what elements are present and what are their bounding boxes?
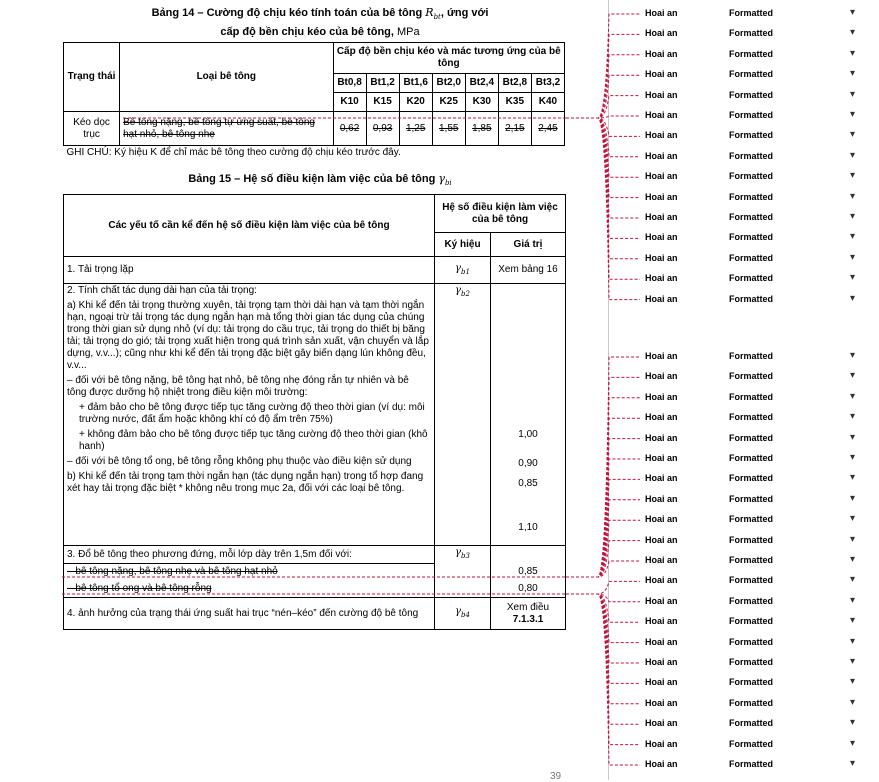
balloon-label: Formatted (729, 697, 774, 708)
revision-connector (566, 118, 640, 259)
revision-connector (566, 118, 640, 136)
balloon-label: Formatted (729, 391, 774, 402)
balloon-author: Hoai an (645, 212, 678, 222)
balloon-expand-icon[interactable]: ▾ (850, 411, 856, 423)
balloon-expand-icon[interactable]: ▾ (850, 292, 856, 304)
balloon-label: Formatted (729, 677, 774, 688)
balloon-expand-icon[interactable]: ▾ (850, 717, 856, 729)
balloon-expand-icon[interactable]: ▾ (850, 109, 856, 120)
grade-k: K20 (399, 93, 432, 112)
balloon-author: Hoai an (645, 69, 678, 80)
value-cell: 0,62 (333, 112, 366, 146)
table15-header-factors: Các yếu tố cần kể đến hệ số điều kiện làm việc của bê tông (64, 195, 435, 257)
balloon-label: Formatted (729, 738, 774, 749)
balloon-author: Hoai an (645, 718, 678, 729)
balloon-author: Hoai an (645, 657, 678, 667)
balloon-expand-icon[interactable]: ▾ (850, 170, 856, 182)
revision-connector (566, 398, 640, 577)
factor-text: – đối với bê tông tổ ong, bê tông rỗng không phụ thuộc vào điều kiện sử dụng (67, 456, 412, 467)
balloon-expand-icon[interactable]: ▾ (850, 452, 856, 463)
balloon-label: Formatted (729, 514, 774, 525)
symbol-letter: γ (455, 606, 462, 617)
factor-text: 3. Đổ bê tông theo phương đứng, mỗi lớp dày trên 1,5m đối với: (64, 546, 435, 564)
balloon-author: Hoai an (645, 110, 678, 120)
balloon-label: Formatted (729, 453, 774, 463)
balloon-label: Formatted (729, 412, 774, 423)
symbol-letter: γ (455, 262, 462, 274)
balloon-label: Formatted (729, 616, 774, 627)
balloon-expand-icon[interactable]: ▾ (850, 231, 856, 243)
balloon-expand-icon[interactable]: ▾ (850, 190, 856, 202)
value-cell: 2,15 (498, 112, 531, 146)
balloon-expand-icon[interactable]: ▾ (850, 656, 856, 667)
balloon-expand-icon[interactable]: ▾ (850, 492, 856, 504)
balloon-label: Formatted (729, 212, 774, 222)
balloon-label: Formatted (729, 171, 774, 182)
factor-value: 1,00 (518, 429, 538, 440)
balloon-label: Formatted (729, 150, 774, 161)
value-cell: 0,93 (366, 112, 399, 146)
factor-text: 1. Tải trọng lặp (64, 257, 435, 284)
balloon-label: Formatted (729, 371, 774, 382)
balloon-author: Hoai an (645, 759, 678, 769)
factor-text: 4. ảnh hưởng của trạng thái ứng suất hai trục “nén–kéo” đến cường độ bê tông (64, 598, 435, 630)
balloon-label: Formatted (729, 69, 774, 80)
page-number: 39 (550, 771, 562, 782)
grade-bt: Bt2,8 (498, 74, 531, 93)
balloon-author: Hoai an (645, 738, 678, 749)
balloon-label: Formatted (729, 432, 774, 443)
symbol-letter: γ (455, 547, 462, 558)
balloon-author: Hoai an (645, 191, 678, 202)
table14-header-grades: Cấp độ bền chịu kéo và mác tương ứng của bê tông (333, 43, 564, 74)
balloon-author: Hoai an (645, 130, 678, 141)
table14-row-type: Bê tông nặng, bê tông tự ứng suất, bê tông hạt nhỏ, bê tông nhẹ (120, 112, 333, 146)
factor-text: – bê tông tổ ong và bê tông rỗng (64, 581, 435, 598)
grade-k: K40 (531, 93, 564, 112)
revision-connector (566, 594, 640, 765)
balloon-label: Formatted (729, 28, 774, 39)
factor-value: 0,90 (518, 458, 538, 469)
value-cell: 1,85 (465, 112, 498, 146)
balloon-label: Formatted (729, 636, 774, 647)
symbol-sub: b2 (461, 290, 470, 298)
balloon-author: Hoai an (645, 616, 678, 627)
factor-value-line1: Xem điều (506, 601, 550, 613)
revision-connector (566, 14, 640, 118)
symbol-letter: γ (455, 285, 462, 296)
grade-k: K10 (333, 93, 366, 112)
balloon-expand-icon[interactable]: ▾ (850, 696, 856, 708)
symbol-sub: bi (444, 179, 452, 188)
balloon-author: Hoai an (645, 432, 678, 443)
balloon-author: Hoai an (645, 89, 678, 100)
revision-connector (566, 500, 640, 577)
factor-text: – đối với bê tông nặng, bê tông hạt nhỏ, bê tông nhẹ đóng rắn tự nhiên và bê tông được dưỡng hộ nhiệt trong điều kiện môi trường: (67, 375, 409, 398)
symbol-letter: R (425, 6, 434, 19)
grade-k: K30 (465, 93, 498, 112)
balloon-expand-icon[interactable]: ▾ (850, 350, 856, 361)
balloon-expand-icon[interactable]: ▾ (850, 129, 856, 141)
balloon-expand-icon[interactable]: ▾ (850, 431, 856, 443)
table14-header-type: Loại bê tông (120, 43, 333, 112)
balloon-author: Hoai an (645, 514, 678, 525)
balloon-author: Hoai an (645, 28, 678, 39)
table15-caption-text: Bảng 15 – Hệ số điều kiện làm việc của bê tông (188, 173, 436, 185)
balloon-author: Hoai an (645, 697, 678, 708)
table15-header-symbol: Ký hiệu (435, 233, 491, 257)
balloon-author: Hoai an (645, 150, 678, 161)
grade-k: K15 (366, 93, 399, 112)
balloon-author: Hoai an (645, 391, 678, 402)
factor-value: 0,85 (491, 564, 566, 581)
balloon-author: Hoai an (645, 636, 678, 647)
grade-bt: Bt2,4 (465, 74, 498, 93)
balloon-expand-icon[interactable]: ▾ (850, 513, 856, 525)
factor-text: + đảm bảo cho bê tông được tiếp tục tăng cường độ theo thời gian (ví dụ: môi trường nước, đất ẩm hoặc không khí có độ ẩm trên 75%) (79, 402, 425, 425)
value-cell: 2,45 (531, 112, 564, 146)
revision-connector (566, 118, 640, 218)
table14-caption-suffix: , ứng với (440, 7, 489, 19)
factor-value-line2: 7.1.3.1 (512, 613, 544, 625)
revision-connector (566, 55, 640, 118)
table14-caption-line2: cấp độ bền chịu kéo của bê tông, (220, 26, 394, 39)
balloon-author: Hoai an (645, 453, 678, 463)
balloon-label: Formatted (729, 555, 774, 565)
balloon-expand-icon[interactable]: ▾ (850, 676, 856, 688)
symbol-letter: γ (438, 172, 445, 185)
value-cell: 1,55 (432, 112, 465, 146)
factor-text: + không đảm bảo cho bê tông được tiếp tục tăng cường độ theo thời gian (khô hanh) (79, 429, 428, 452)
balloon-label: Formatted (729, 718, 774, 729)
balloon-expand-icon[interactable]: ▾ (850, 149, 856, 161)
balloon-expand-icon[interactable]: ▾ (850, 251, 856, 263)
balloon-label: Formatted (729, 493, 774, 504)
table14-caption-text: Bảng 14 – Cường độ chịu kéo tính toán của bê tông (151, 7, 423, 19)
revision-connector (566, 34, 640, 118)
revision-connector (566, 459, 640, 577)
balloon-author: Hoai an (645, 555, 678, 565)
symbol-sub: b4 (461, 611, 470, 619)
revision-connector (566, 357, 640, 577)
grade-bt: Bt1,6 (399, 74, 432, 93)
balloon-author: Hoai an (645, 595, 678, 606)
balloon-label: Formatted (729, 657, 774, 667)
balloon-author: Hoai an (645, 493, 678, 504)
balloon-author: Hoai an (645, 575, 678, 586)
balloon-author: Hoai an (645, 252, 678, 263)
balloon-label: Formatted (729, 293, 774, 304)
balloon-expand-icon[interactable]: ▾ (850, 390, 856, 402)
factor-text: – bê tông nặng, bê tông nhẹ và bê tông hạt nhỏ (64, 564, 435, 581)
symbol-sub: bt (433, 13, 441, 22)
table15-header-value: Giá trị (491, 233, 566, 257)
revision-connector (566, 581, 640, 594)
symbol-sub: b3 (461, 552, 470, 560)
balloon-author: Hoai an (645, 677, 678, 688)
balloon-author: Hoai an (645, 273, 678, 284)
balloon-expand-icon[interactable]: ▾ (850, 737, 856, 749)
balloon-expand-icon[interactable]: ▾ (850, 635, 856, 647)
balloon-label: Formatted (729, 575, 774, 586)
balloon-expand-icon[interactable]: ▾ (850, 533, 856, 545)
balloon-expand-icon[interactable]: ▾ (850, 7, 856, 18)
table14-unit: MPa (397, 26, 420, 39)
balloon-label: Formatted (729, 232, 774, 243)
revision-connector (566, 377, 640, 577)
grade-k: K35 (498, 93, 531, 112)
table15-header-coef: Hệ số điều kiện làm việc của bê tông (435, 195, 566, 233)
revision-connector (566, 75, 640, 118)
balloon-expand-icon[interactable]: ▾ (850, 68, 856, 80)
balloon-label: Formatted (729, 252, 774, 263)
balloon-expand-icon[interactable]: ▾ (850, 47, 856, 59)
factor-value: 0,80 (491, 581, 566, 598)
balloon-expand-icon[interactable]: ▾ (850, 27, 856, 39)
balloon-author: Hoai an (645, 412, 678, 423)
balloon-author: Hoai an (645, 351, 678, 361)
balloon-author: Hoai an (645, 473, 678, 484)
revision-connector (566, 594, 640, 663)
factor-text: 2. Tính chất tác dụng dài hạn của tải trọng: (67, 285, 257, 296)
balloon-author: Hoai an (645, 48, 678, 59)
balloon-label: Formatted (729, 8, 774, 18)
revision-connector (566, 96, 640, 118)
value-cell: 1,25 (399, 112, 432, 146)
balloon-expand-icon[interactable]: ▾ (850, 370, 856, 382)
balloon-author: Hoai an (645, 8, 678, 18)
revision-connector (566, 594, 640, 704)
balloon-label: Formatted (729, 534, 774, 545)
factor-value: 1,10 (518, 522, 538, 533)
balloon-expand-icon[interactable]: ▾ (850, 472, 856, 484)
balloon-label: Formatted (729, 89, 774, 100)
balloon-expand-icon[interactable]: ▾ (850, 211, 856, 222)
revision-connector (566, 118, 640, 300)
grade-bt: Bt3,2 (531, 74, 564, 93)
balloon-label: Formatted (729, 110, 774, 120)
table14-note: GHI CHÚ: Ký hiệu K để chỉ mác bê tông theo cường độ chịu kéo trước đây. (64, 146, 565, 161)
balloon-label: Formatted (729, 273, 774, 284)
balloon-label: Formatted (729, 351, 774, 361)
grade-bt: Bt0,8 (333, 74, 366, 93)
balloon-author: Hoai an (645, 171, 678, 182)
symbol-sub: b1 (461, 267, 470, 276)
balloon-expand-icon[interactable]: ▾ (850, 574, 856, 586)
grade-bt: Bt2,0 (432, 74, 465, 93)
balloon-expand-icon[interactable]: ▾ (850, 88, 856, 100)
balloon-expand-icon[interactable]: ▾ (850, 554, 856, 565)
balloon-label: Formatted (729, 759, 774, 769)
balloon-label: Formatted (729, 473, 774, 484)
balloon-expand-icon[interactable]: ▾ (850, 615, 856, 627)
balloon-expand-icon[interactable]: ▾ (850, 758, 856, 769)
balloon-expand-icon[interactable]: ▾ (850, 594, 856, 606)
factor-text: a) Khi kể đến tải trọng thường xuyên, tải trọng tạm thời dài hạn và tạm thời ngắn hạn, ngoại trừ tải trọng tác dụng ngắn hạn mà tổng thời gian tác dụng của chúng trong thời gian sử dụng nhỏ (ví dụ: tải trọng do cầu trục, tải trọng do thiết bị băng tải; tải trọng do gió; tải trọng xuất hiện trong quá trình sản xuất, vận chuyển và lắp dựng, v.v...); cũng như khi kể đến tải trọng đặc biệt gây biến dạng lún không đều, v.v... (67, 300, 429, 371)
balloon-label: Formatted (729, 595, 774, 606)
table14-row-state: Kéo dọc trục (64, 112, 120, 146)
balloon-author: Hoai an (645, 293, 678, 304)
balloon-author: Hoai an (645, 534, 678, 545)
factor-value: Xem bảng 16 (491, 257, 566, 284)
balloon-label: Formatted (729, 191, 774, 202)
balloon-label: Formatted (729, 48, 774, 59)
balloon-author: Hoai an (645, 232, 678, 243)
balloon-expand-icon[interactable]: ▾ (850, 272, 856, 284)
balloon-label: Formatted (729, 130, 774, 141)
revision-connector (566, 418, 640, 577)
table14-header-state: Trạng thái (64, 43, 120, 112)
grade-k: K25 (432, 93, 465, 112)
balloon-author: Hoai an (645, 371, 678, 382)
factor-text: b) Khi kể đến tải trọng tạm thời ngắn hạn (tác dụng ngắn hạn) trong tổ hợp đang xét hay tải trọng đặc biệt * không nêu trong mục 2a, đối với các loại bê tông. (67, 471, 424, 494)
grade-bt: Bt1,2 (366, 74, 399, 93)
factor-value: 0,85 (518, 478, 538, 489)
